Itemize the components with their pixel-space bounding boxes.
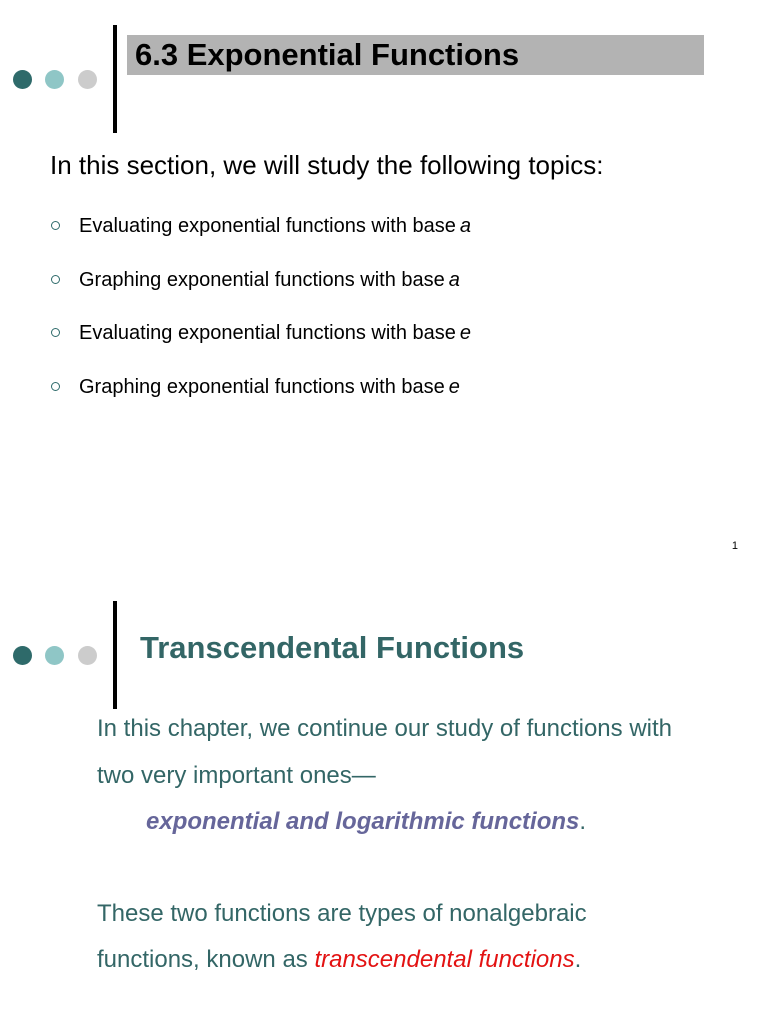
transcendental-period: . <box>574 946 582 973</box>
circle-bullet-icon <box>51 382 60 391</box>
topic-label: Evaluating exponential functions with base <box>79 322 456 345</box>
topic-variable: e <box>459 322 472 345</box>
transcendental-line-1: These two functions are types of nonalgebraic <box>97 900 587 927</box>
dark-dot-icon <box>13 70 32 89</box>
topic-variable: e <box>448 375 460 398</box>
circle-bullet-icon <box>51 221 60 230</box>
teal-dot-icon <box>45 646 64 665</box>
topic-label: Graphing exponential functions with base <box>79 375 445 398</box>
topic-variable: a <box>459 215 472 237</box>
title-divider <box>113 601 117 709</box>
emphasis-line <box>146 807 586 837</box>
chapter-intro-line-1: In this chapter, we continue our study of functions with <box>97 715 672 742</box>
emphasis-text: exponential and logarithmic functions <box>146 808 580 835</box>
topic-label: Evaluating exponential functions with base <box>79 215 456 237</box>
slide-2 <box>0 570 768 1024</box>
teal-dot-icon <box>45 70 64 89</box>
section-intro: In this section, we will study the following topics: <box>50 150 604 180</box>
page-number: 1 <box>731 540 738 552</box>
dark-dot-icon <box>13 646 32 665</box>
topic-variable: a <box>448 268 460 291</box>
emphasis-period: . <box>579 808 587 835</box>
slide-title: Transcendental Functions <box>140 630 525 665</box>
gray-dot-icon <box>78 70 97 89</box>
title-divider <box>113 25 117 133</box>
circle-bullet-icon <box>51 275 60 284</box>
transcendental-lead: functions, known as <box>97 946 315 973</box>
transcendental-term: transcendental functions <box>314 946 575 973</box>
slide-title: 6.3 Exponential Functions <box>135 37 520 72</box>
chapter-intro-line-2: two very important ones— <box>97 762 376 789</box>
topic-label: Graphing exponential functions with base <box>79 268 445 291</box>
transcendental-line-2 <box>97 945 581 975</box>
gray-dot-icon <box>78 646 97 665</box>
circle-bullet-icon <box>51 328 60 337</box>
